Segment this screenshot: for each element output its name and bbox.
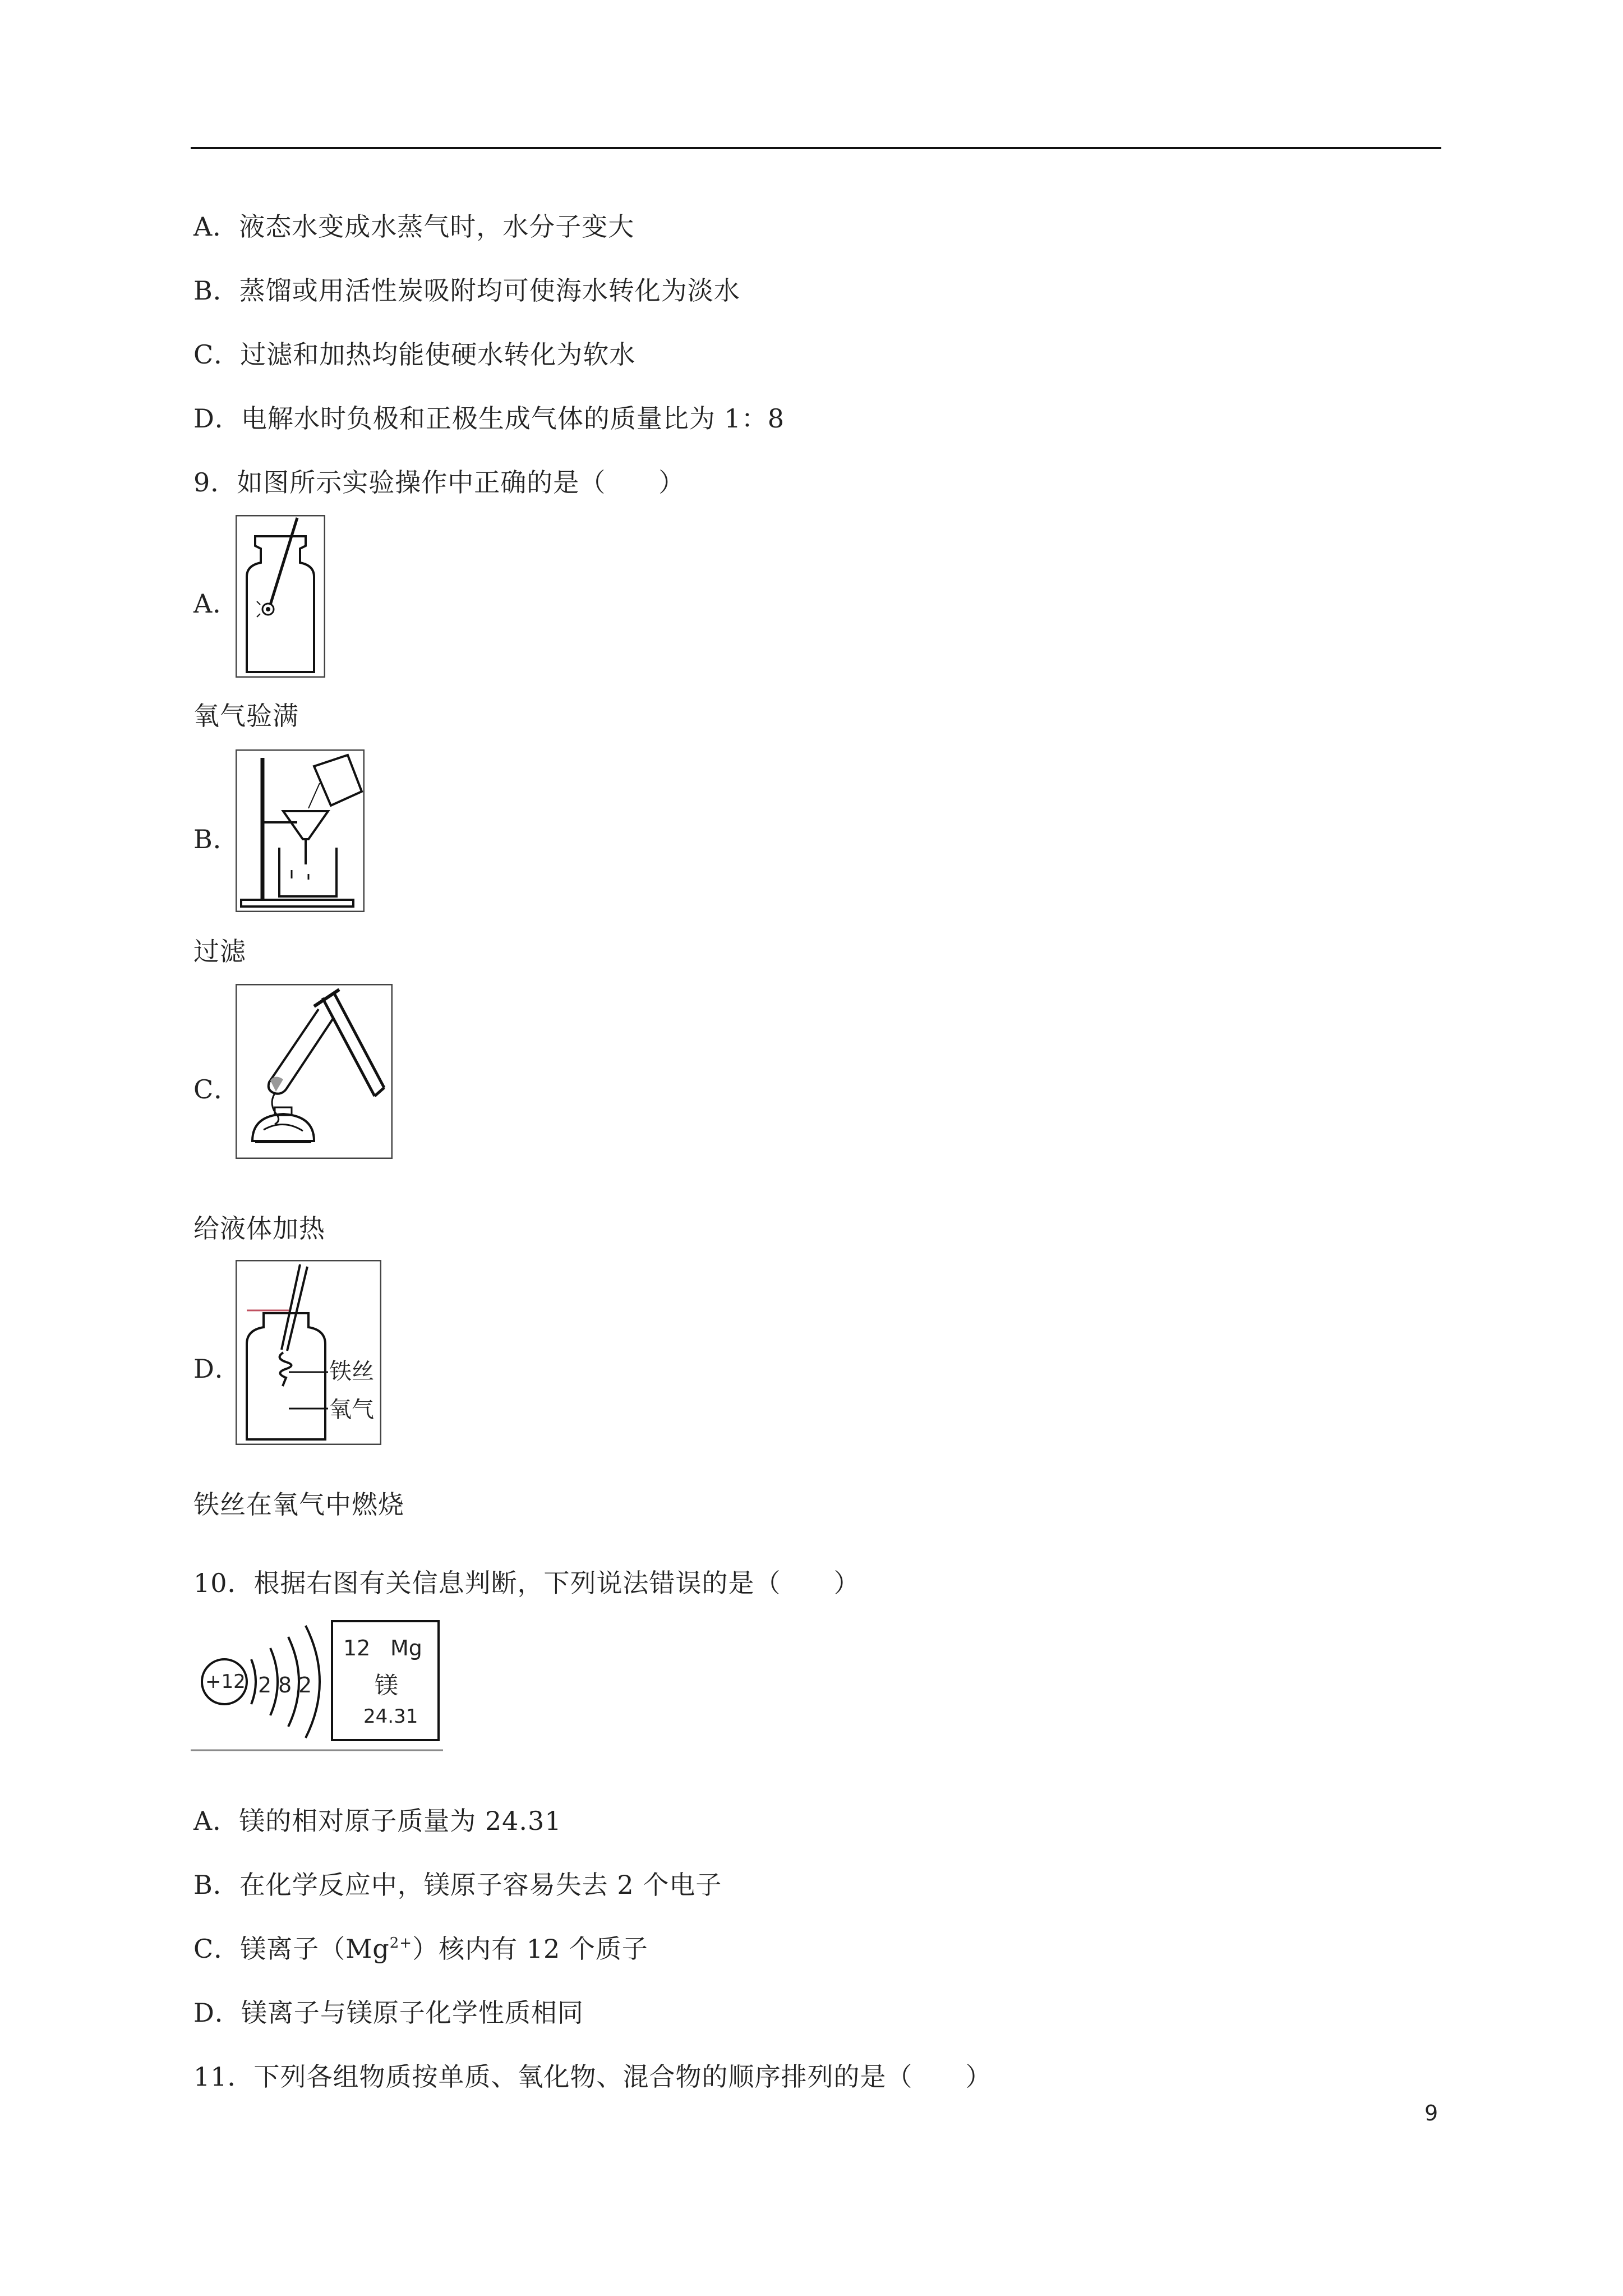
oxygen-label: 氧气 <box>329 1397 374 1423</box>
atomic-number: 12 <box>343 1636 371 1660</box>
q10-option-a: A．镁的相对原子质量为 24.31 <box>193 1806 562 1836</box>
shell-1-electrons: 2 <box>258 1673 272 1697</box>
q10-option-b: B．在化学反应中，镁原子容易失去 2 个电子 <box>193 1870 722 1900</box>
filtration-figure <box>236 749 365 912</box>
heating-liquid-figure <box>236 984 393 1159</box>
header-rule <box>191 147 1441 149</box>
q9-option-a-caption: 氧气验满 <box>193 701 299 731</box>
element-symbol: Mg <box>390 1636 422 1660</box>
q10-stem: 10．根据右图有关信息判断，下列说法错误的是（ ） <box>193 1568 860 1598</box>
atomic-mass: 24.31 <box>363 1705 418 1728</box>
q9-option-b-caption: 过滤 <box>193 936 246 967</box>
shell-2-electrons: 8 <box>278 1673 292 1697</box>
nucleus-charge: +12 <box>205 1671 246 1693</box>
q9-option-d-caption: 铁丝在氧气中燃烧 <box>193 1489 404 1520</box>
q10-option-c <box>193 1932 648 1966</box>
oxygen-full-test-figure <box>236 515 325 678</box>
q10-option-d: D．镁离子与镁原子化学性质相同 <box>193 1998 584 2028</box>
q9-option-c-letter: C． <box>193 1074 241 1105</box>
q9-stem: 9．如图所示实验操作中正确的是（ ） <box>193 467 685 498</box>
q8-option-d: D．电解水时负极和正极生成气体的质量比为 1：8 <box>193 403 785 434</box>
page-number: 9 <box>1424 2101 1438 2125</box>
shell-3-electrons: 2 <box>298 1673 312 1697</box>
q8-option-a: A．液态水变成水蒸气时，水分子变大 <box>193 211 635 242</box>
iron-wire-label: 铁丝 <box>329 1359 374 1384</box>
q8-option-c: C．过滤和加热均能使硬水转化为软水 <box>193 339 636 370</box>
q9-option-b-letter: B． <box>193 824 239 854</box>
q8-option-b: B．蒸馏或用活性炭吸附均可使海水转化为淡水 <box>193 275 740 306</box>
q9-option-a-letter: A． <box>193 588 239 619</box>
element-name: 镁 <box>375 1672 399 1699</box>
q10-option-c-post: ）核内有 12 个质子 <box>412 1934 648 1964</box>
q9-option-d-letter: D． <box>193 1354 241 1384</box>
q11-stem: 11．下列各组物质按单质、氧化物、混合物的顺序排列的是（ ） <box>193 2062 992 2092</box>
q9-option-c-caption: 给液体加热 <box>193 1213 325 1244</box>
q10-option-c-pre: C．镁离子（Mg <box>193 1934 390 1964</box>
q10-option-c-charge: 2+ <box>389 1935 413 1952</box>
